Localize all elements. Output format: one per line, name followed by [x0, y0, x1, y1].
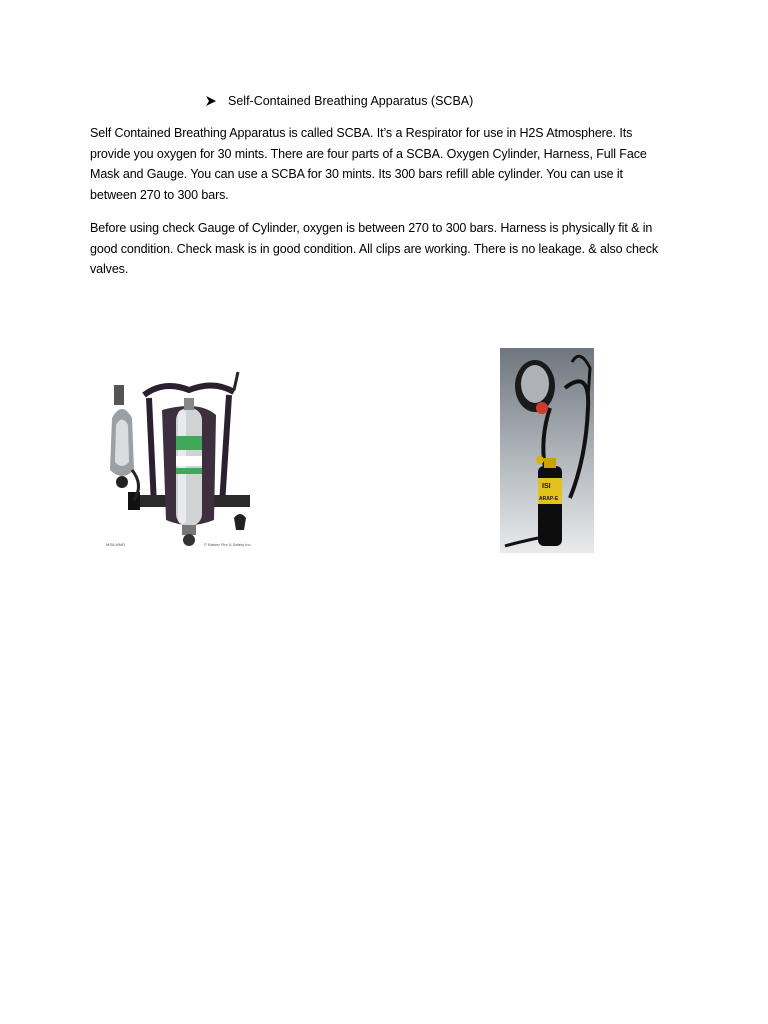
paragraph-line: valves. [90, 262, 129, 276]
paragraph-line: Mask and Gauge. You can use a SCBA for 30 mints. Its 300 bars refill able cylinder. You can use it [90, 167, 623, 181]
scba-harness-image [104, 370, 254, 552]
section-heading-text: Self-Contained Breathing Apparatus (SCBA) [228, 94, 474, 108]
figure-caption-left: MSA MMR [106, 542, 126, 547]
paragraph-line: Self Contained Breathing Apparatus is called SCBA. It’s a Respirator for use in H2S Atmosphere. Its [90, 126, 633, 140]
paragraph-line: between 270 to 300 bars. [90, 187, 229, 202]
paragraph-pre-use-checks [90, 218, 690, 280]
cylinder-model-label: ARAP-E [539, 496, 559, 502]
cylinder-brand-label: ISI [542, 483, 551, 490]
paragraph-line: good condition. Check mask is in good condition. All clips are working. There is no leakage. & also check [90, 241, 659, 256]
paragraph-line: provide you oxygen for 30 mints. There are four parts of a SCBA. Oxygen Cylinder, Harness, Full Face [90, 146, 647, 161]
paragraph-line: Before using check Gauge of Cylinder, oxygen is between 270 to 300 bars. Harness is physically fit & in [90, 221, 653, 235]
paragraph-scba-description [90, 123, 690, 205]
section-heading [204, 94, 473, 108]
escape-breathing-set-image [500, 348, 594, 553]
figure-caption-right: © Barker Fire & Safety Inc. [204, 542, 252, 547]
arrow-bullet-icon [204, 94, 224, 108]
